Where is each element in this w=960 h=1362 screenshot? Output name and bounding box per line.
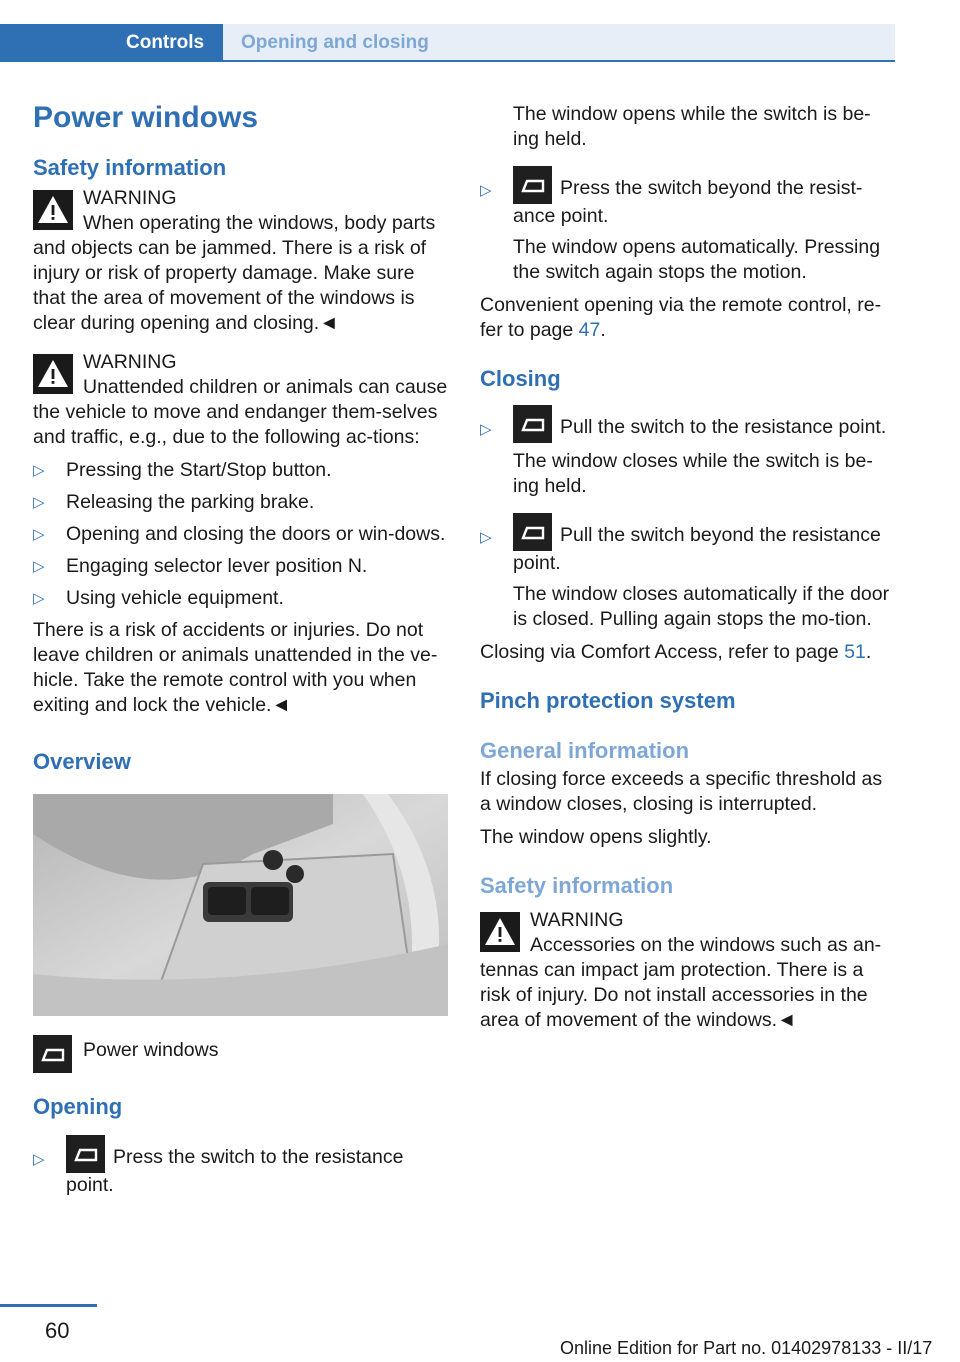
opens-slightly-text: The window opens slightly.	[480, 826, 712, 848]
opening-item1-cont: The window opens while the switch is be-ing held.	[513, 103, 871, 150]
bullet-triangle-icon: ▷	[33, 558, 45, 575]
list-item: ▷ Opening and closing the doors or win-dows.	[33, 523, 446, 545]
footer-divider	[0, 1304, 97, 1307]
page-link-51[interactable]: 51	[844, 641, 866, 663]
closing-item1-cont: The window closes while the switch is be-ing held.	[513, 450, 873, 497]
header-tab-opening-closing[interactable]: Opening and closing	[223, 24, 895, 61]
overview-heading: Overview	[33, 749, 131, 774]
warning-block-3	[480, 908, 895, 1033]
warning-icon	[33, 190, 73, 230]
page-header	[0, 24, 960, 63]
list-item: ▷ Using vehicle equipment.	[33, 587, 284, 609]
closing-heading: Closing	[480, 366, 561, 391]
edition-text: Online Edition for Part no. 01402978133 - II/17	[560, 1338, 933, 1358]
pinch-protection-heading: Pinch protection system	[480, 688, 736, 713]
warning-icon	[480, 912, 520, 952]
comfort-access-text: Closing via Comfort Access, refer to page 51.	[480, 641, 872, 663]
convenient-opening-text: Convenient opening via the remote control, re-fer to page 47.	[480, 294, 882, 341]
list-item: ▷ Pull the switch beyond the resistance point.	[480, 513, 895, 576]
window-switch-icon	[513, 513, 552, 551]
header-tab-controls[interactable]: Controls	[0, 24, 223, 61]
bullet-triangle-icon: ▷	[480, 529, 492, 546]
warning-label: WARNING	[83, 187, 177, 209]
warning-label: WARNING	[530, 909, 624, 931]
power-windows-caption	[33, 1038, 448, 1063]
bullet-triangle-icon: ▷	[33, 526, 45, 543]
window-switch-icon	[33, 1035, 72, 1073]
warning-label: WARNING	[83, 351, 177, 373]
bullet-triangle-icon: ▷	[33, 494, 45, 511]
list-item: ▷ Press the switch beyond the resist-ance point.	[480, 166, 895, 229]
closing-item2-cont: The window closes automatically if the door is closed. Pulling again stops the mo-tion.	[513, 583, 890, 630]
list-item: ▷ Releasing the parking brake.	[33, 491, 315, 513]
page-number: 60	[45, 1318, 70, 1343]
safety-heading-right: Safety information	[480, 873, 674, 898]
bullet-triangle-icon: ▷	[480, 421, 492, 438]
window-switch-icon	[513, 166, 552, 204]
list-item: ▷ Press the switch to the resistance point.	[33, 1135, 448, 1198]
bullet-triangle-icon: ▷	[33, 590, 45, 607]
warning-icon	[33, 354, 73, 394]
warning-text: Accessories on the windows such as an-tennas can impact jam protection. There is a risk of injury. Do not install accessories in the area of movement of the windows.◄	[480, 934, 882, 1031]
list-item: ▷ Engaging selector lever position N.	[33, 555, 368, 577]
window-switch-icon	[66, 1135, 105, 1173]
bullet-triangle-icon: ▷	[33, 1151, 45, 1168]
list-item: ▷ Pull the switch to the resistance point.	[480, 405, 895, 443]
opening-item2-cont: The window opens automatically. Pressing the switch again stops the motion.	[513, 236, 881, 283]
opening-heading: Opening	[33, 1094, 123, 1119]
list-item: ▷ Pressing the Start/Stop button.	[33, 459, 332, 481]
header-divider	[0, 60, 895, 62]
warning-text: Unattended children or animals can cause the vehicle to move and endanger them-selves and traffic, e.g., due to the following ac-tions:	[33, 376, 448, 448]
caption-text: Power windows	[83, 1039, 219, 1061]
warning-text: When operating the windows, body parts and objects can be jammed. There is a risk of injury or risk of property damage. Make sure that the area of movement of the windows is clear during opening and closing.◄	[33, 212, 436, 334]
general-information-text: If closing force exceeds a specific threshold as a window closes, closing is interrupted.	[480, 768, 883, 815]
safety-heading: Safety information	[33, 155, 227, 180]
page-title: Power windows	[33, 101, 259, 134]
warning-followup-text: There is a risk of accidents or injuries. Do not leave children or animals unattended in the ve-hicle. Take the remote control with you when exiting and lock the vehicle.◄	[33, 619, 438, 716]
right-column	[480, 102, 895, 1033]
warning-list	[33, 458, 448, 611]
warning-block-1	[33, 186, 448, 336]
window-switch-icon	[513, 405, 552, 443]
bullet-triangle-icon: ▷	[33, 462, 45, 479]
page-link-47[interactable]: 47	[578, 319, 601, 341]
warning-block-2	[33, 350, 448, 450]
general-information-heading: General information	[480, 738, 690, 763]
left-column	[33, 100, 448, 1205]
bullet-triangle-icon: ▷	[480, 182, 492, 199]
door-switch-photo	[33, 794, 448, 1016]
